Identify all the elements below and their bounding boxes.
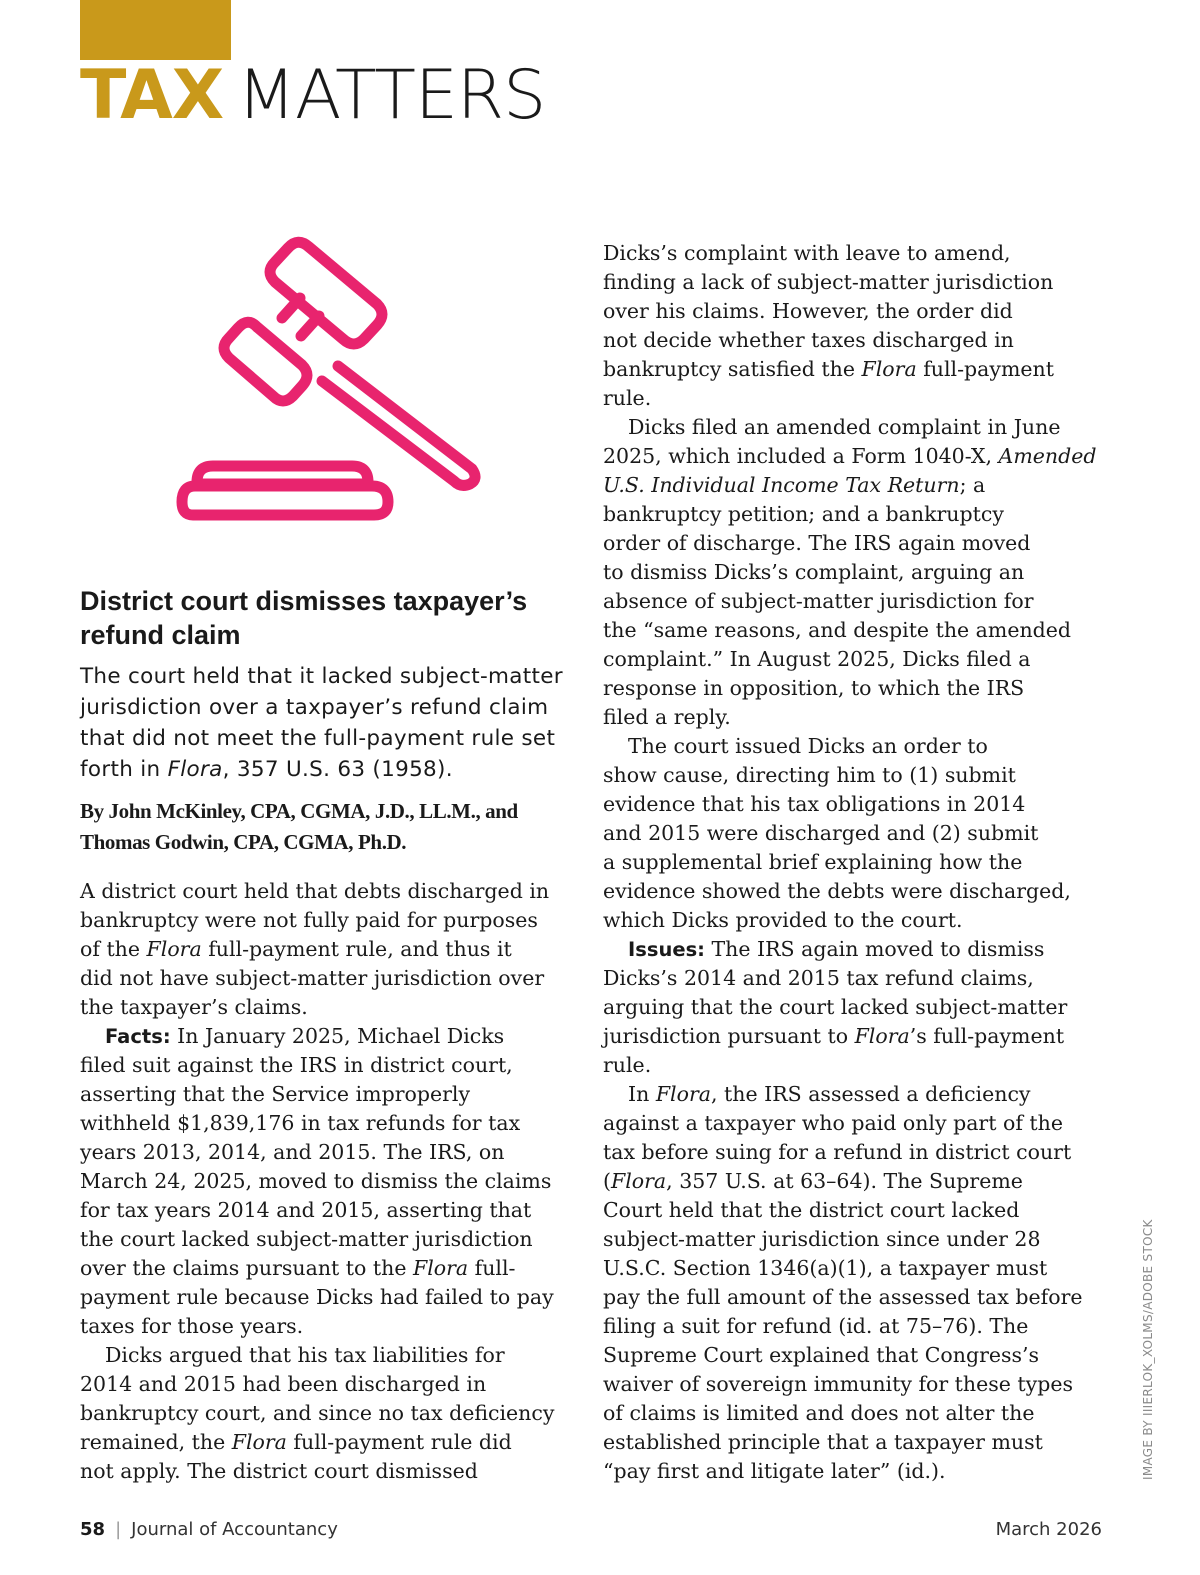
body-line: evidence that his tax obligations in 2014 xyxy=(603,792,1026,816)
case-name: Flora xyxy=(412,1256,469,1280)
facts-label: Facts: xyxy=(105,1025,171,1048)
body-line: U.S. Individual Income Tax Return; a xyxy=(603,473,986,497)
journal-name: Journal of Accountancy xyxy=(131,1519,338,1540)
page-number: 58 xyxy=(80,1519,106,1540)
case-name: Flora xyxy=(146,937,202,961)
article-deck xyxy=(80,661,590,785)
section-title xyxy=(80,58,545,134)
byline-line-2: Thomas Godwin, CPA, CGMA, Ph.D. xyxy=(80,830,407,854)
deck-citation: , 357 U.S. 63 (1958). xyxy=(222,757,453,782)
body-line: jurisdiction pursuant to Flora’s full-payment xyxy=(603,1024,1065,1048)
page-footer xyxy=(80,1517,1102,1543)
case-name: Flora xyxy=(854,1024,910,1048)
body-line: response in opposition, to which the IRS xyxy=(603,676,1025,700)
body-line: the taxpayer’s claims. xyxy=(80,995,308,1019)
body-line: arguing that the court lacked subject-matter xyxy=(603,995,1068,1019)
body-line: bankruptcy satisfied the Flora full-payment xyxy=(603,357,1054,381)
body-line: the court lacked subject-matter jurisdiction xyxy=(80,1227,533,1251)
body-line: finding a lack of subject-matter jurisdiction xyxy=(603,270,1054,294)
body-line: remained, the Flora full-payment rule did xyxy=(80,1430,512,1454)
body-line: the “same reasons, and despite the amended xyxy=(603,618,1072,642)
case-name: Flora xyxy=(611,1169,667,1193)
body-line: evidence showed the debts were discharged, xyxy=(603,879,1071,903)
body-line: Facts: In January 2025, Michael Dicks xyxy=(105,1024,505,1048)
case-name: Flora xyxy=(231,1430,287,1454)
section-accent-bar xyxy=(80,0,231,60)
article-headline: District court dismisses taxpayer’s refund claim xyxy=(80,586,528,650)
body-line: Dicks’s 2014 and 2015 tax refund claims, xyxy=(603,966,1034,990)
gavel-icon xyxy=(170,228,490,528)
body-line: withheld $1,839,176 in tax refunds for tax xyxy=(80,1111,521,1135)
byline-line-1: By John McKinley, CPA, CGMA, J.D., LL.M., and xyxy=(80,799,518,823)
body-line: March 24, 2025, moved to dismiss the claims xyxy=(80,1169,552,1193)
body-line: 2025, which included a Form 1040-X, Amended xyxy=(603,444,1097,468)
body-column-left xyxy=(80,877,554,1486)
body-line: years 2013, 2014, and 2015. The IRS, on xyxy=(80,1140,505,1164)
body-line: payment rule because Dicks had failed to pay xyxy=(80,1285,554,1309)
form-title: U.S. Individual Income Tax Return xyxy=(603,473,960,497)
body-line: subject-matter jurisdiction since under 28 xyxy=(603,1227,1041,1251)
form-title: Amended xyxy=(998,444,1097,468)
body-line: over the claims pursuant to the Flora full- xyxy=(80,1256,516,1280)
body-line: established principle that a taxpayer must xyxy=(603,1430,1043,1454)
body-line: of the Flora full-payment rule, and thus it xyxy=(80,937,512,961)
body-line: order of discharge. The IRS again moved xyxy=(603,531,1031,555)
body-line: asserting that the Service improperly xyxy=(80,1082,471,1106)
section-title-light: MATTERS xyxy=(237,56,546,135)
body-line: A district court held that debts discharged in xyxy=(80,879,550,903)
body-line: rule. xyxy=(603,1053,652,1077)
body-line: for tax years 2014 and 2015, asserting that xyxy=(80,1198,532,1222)
body-line: a supplemental brief explaining how the xyxy=(603,850,1023,874)
body-line: Issues: The IRS again moved to dismiss xyxy=(628,937,1045,961)
image-credit: IMAGE BY IIIERLOK_XOLMS/ADOBE STOCK xyxy=(1141,1219,1155,1480)
body-line: Dicks’s complaint with leave to amend, xyxy=(603,241,1011,265)
body-line: show cause, directing him to (1) submit xyxy=(603,763,1016,787)
body-line: did not have subject-matter jurisdiction over xyxy=(80,966,545,990)
deck-case-name: Flora xyxy=(167,757,223,782)
body-line: bankruptcy court, and since no tax deficiency xyxy=(80,1401,555,1425)
case-name: Flora xyxy=(655,1082,711,1106)
body-line: In Flora, the IRS assessed a deficiency xyxy=(628,1082,1031,1106)
body-line: rule. xyxy=(603,386,652,410)
issues-label: Issues: xyxy=(628,938,705,961)
body-line: 2014 and 2015 had been discharged in xyxy=(80,1372,487,1396)
body-line: filed a reply. xyxy=(603,705,731,729)
body-line: (Flora, 357 U.S. at 63–64). The Supreme xyxy=(603,1169,1023,1193)
article-byline xyxy=(80,796,600,858)
body-line: not decide whether taxes discharged in xyxy=(603,328,1014,352)
body-line: bankruptcy petition; and a bankruptcy xyxy=(603,502,1004,526)
body-line: waiver of sovereign immunity for these types xyxy=(603,1372,1074,1396)
body-line: bankruptcy were not fully paid for purposes xyxy=(80,908,538,932)
body-line: pay the full amount of the assessed tax before xyxy=(603,1285,1083,1309)
body-line: U.S.C. Section 1346(a)(1), a taxpayer must xyxy=(603,1256,1048,1280)
deck-text: The court held that it lacked subject-matter jurisdiction over a taxpayer’s refund claim that did not meet the full-payment rule set forth in xyxy=(80,664,563,782)
body-line: filed suit against the IRS in district court, xyxy=(80,1053,513,1077)
body-line: Supreme Court explained that Congress’s xyxy=(603,1343,1040,1367)
case-name: Flora xyxy=(861,357,917,381)
footer-separator: | xyxy=(115,1519,122,1540)
body-line: Dicks filed an amended complaint in June xyxy=(628,415,1061,439)
body-line: “pay first and litigate later” (id.). xyxy=(603,1459,946,1483)
body-line: against a taxpayer who paid only part of the xyxy=(603,1111,1063,1135)
body-line: and 2015 were discharged and (2) submit xyxy=(603,821,1039,845)
body-column-right xyxy=(603,239,1097,1486)
body-line: over his claims. However, the order did xyxy=(603,299,1013,323)
body-line: of claims is limited and does not alter the xyxy=(603,1401,1035,1425)
issue-date: March 2026 xyxy=(995,1519,1102,1540)
body-line: The court issued Dicks an order to xyxy=(628,734,988,758)
body-line: filing a suit for refund (id. at 75–76). The xyxy=(603,1314,1029,1338)
body-line: not apply. The district court dismissed xyxy=(80,1459,478,1483)
body-line: tax before suing for a refund in district court xyxy=(603,1140,1072,1164)
body-line: Dicks argued that his tax liabilities for xyxy=(105,1343,505,1367)
body-line: to dismiss Dicks’s complaint, arguing an xyxy=(603,560,1025,584)
body-line: taxes for those years. xyxy=(80,1314,304,1338)
body-line: absence of subject-matter jurisdiction for xyxy=(603,589,1034,613)
body-line: Court held that the district court lacked xyxy=(603,1198,1020,1222)
body-line: which Dicks provided to the court. xyxy=(603,908,963,932)
body-line: complaint.” In August 2025, Dicks filed a xyxy=(603,647,1031,671)
section-title-bold: TAX xyxy=(80,56,224,135)
